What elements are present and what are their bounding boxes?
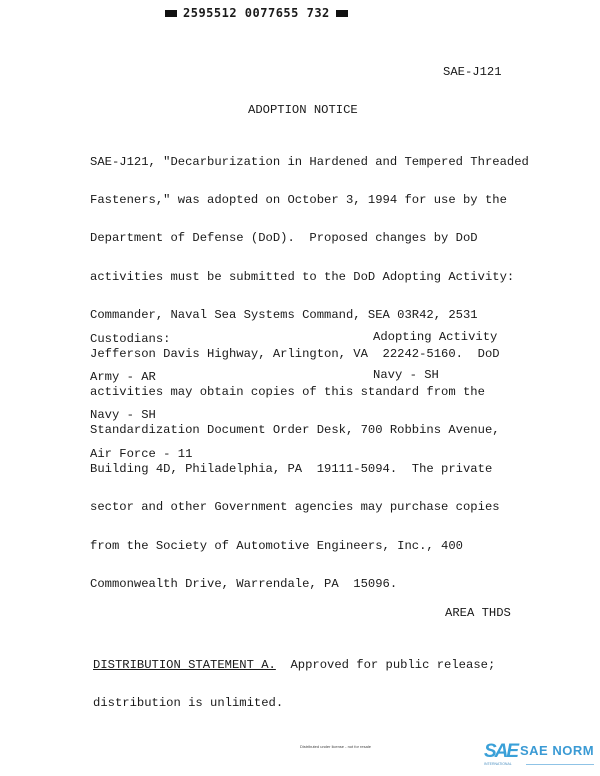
sae-norm-logo	[484, 741, 596, 769]
body-line: from the Society of Automotive Engineers, Inc., 400	[90, 538, 463, 553]
distribution-label: DISTRIBUTION STATEMENT A.	[93, 657, 276, 672]
footer-fine-print: Distributed under license - not for resale	[300, 744, 371, 749]
page-title: ADOPTION NOTICE	[248, 103, 358, 117]
body-line: Commonwealth Drive, Warrendale, PA 15096.	[90, 576, 398, 591]
body-line: sector and other Government agencies may purchase copies	[90, 500, 500, 515]
barcode-header	[165, 6, 348, 20]
barcode-number: 2595512 0077655 732	[183, 6, 330, 20]
adopting-activity-item: Navy - SH	[373, 367, 439, 382]
sae-norm-wordmark: SAE NORM	[520, 743, 595, 758]
barcode-block-right	[336, 10, 348, 17]
area-code: AREA THDS	[445, 606, 511, 620]
custodians-block	[90, 307, 192, 473]
barcode-block-left	[165, 10, 177, 17]
custodian-item: Air Force - 11	[90, 446, 193, 461]
body-line: Commander, Naval Sea Systems Command, SEA 03R42, 2531	[90, 308, 478, 323]
distribution-text: Approved for public release;	[275, 657, 496, 672]
custodian-item: Army - AR	[90, 369, 156, 384]
distribution-statement	[93, 633, 495, 723]
distribution-text-line2: distribution is unlimited.	[93, 695, 284, 710]
body-line: Department of Defense (DoD). Proposed changes by DoD	[90, 231, 478, 246]
body-line: Jefferson Davis Highway, Arlington, VA 22242-5160. DoD	[90, 346, 500, 361]
logo-subtitle: INTERNATIONAL	[484, 762, 512, 766]
adopting-activity-heading: Adopting Activity	[373, 329, 498, 344]
logo-divider	[526, 764, 594, 765]
custodian-item: Navy - SH	[90, 408, 156, 423]
body-line: activities may obtain copies of this standard from the	[90, 384, 485, 399]
body-line: activities must be submitted to the DoD Adopting Activity:	[90, 269, 515, 284]
custodians-heading: Custodians:	[90, 331, 171, 346]
body-line: SAE-J121, "Decarburization in Hardened and Tempered Threaded	[90, 154, 529, 169]
sae-logo-mark: SAE	[484, 741, 518, 762]
body-line: Standardization Document Order Desk, 700 Robbins Avenue,	[90, 423, 500, 438]
adopting-activity-block	[373, 305, 497, 395]
body-line: Building 4D, Philadelphia, PA 19111-5094. The private	[90, 461, 493, 476]
body-line: Fasteners," was adopted on October 3, 1994 for use by the	[90, 192, 507, 207]
document-id: SAE-J121	[443, 65, 502, 79]
